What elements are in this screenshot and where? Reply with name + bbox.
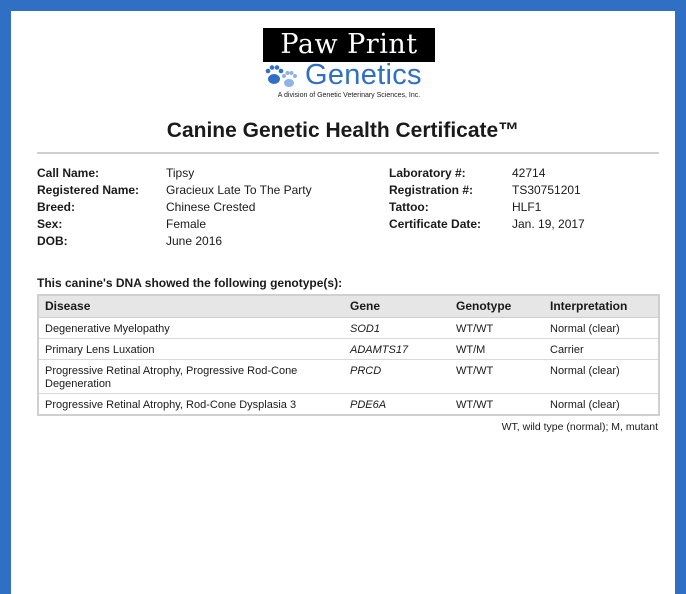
- dog-info: [37, 165, 312, 250]
- interpretation-cell: Carrier: [550, 344, 584, 356]
- tattoo-value: HLF1: [512, 200, 542, 214]
- column-header-disease: Disease: [45, 299, 91, 313]
- call-name-label: Call Name:: [37, 166, 100, 180]
- registered-name-value: Gracieux Late To The Party: [166, 183, 312, 197]
- genotype-cell: WT/WT: [456, 399, 494, 411]
- table-row: [39, 360, 658, 394]
- certificate-date-row: [389, 216, 585, 233]
- registration-row: [389, 182, 585, 199]
- gene-cell: PRCD: [350, 365, 382, 377]
- dob-label: DOB:: [37, 234, 68, 248]
- sex-label: Sex:: [37, 217, 63, 231]
- gene-cell: ADAMTS17: [350, 344, 409, 356]
- logo-subtitle: A division of Genetic Veterinary Sciences, Inc.: [277, 92, 421, 99]
- disease-cell: Primary Lens Luxation: [45, 344, 155, 356]
- interpretation-cell: Normal (clear): [550, 365, 620, 377]
- dob-value: June 2016: [166, 234, 223, 248]
- table-header: [39, 296, 658, 318]
- paw-prints-icon: [263, 62, 301, 89]
- logo-wordmark-genetics: Genetics: [305, 59, 422, 91]
- genotype-table: [37, 294, 660, 416]
- laboratory-label: Laboratory #:: [389, 166, 466, 180]
- column-header-genotype: Genotype: [456, 299, 512, 313]
- laboratory-value: 42714: [512, 166, 546, 180]
- logo-wordmark-top: Paw Print: [263, 28, 435, 62]
- disease-cell: Progressive Retinal Atrophy, Progressive Rod-Cone Degeneration: [45, 365, 298, 390]
- disease-cell: Degenerative Myelopathy: [45, 323, 170, 335]
- breed-value: Chinese Crested: [166, 200, 256, 214]
- tattoo-row: [389, 199, 585, 216]
- registered-name-label: Registered Name:: [37, 183, 140, 197]
- table-row: [39, 394, 658, 414]
- registration-label: Registration #:: [389, 183, 474, 197]
- genotype-footnote: WT, wild type (normal); M, mutant: [501, 421, 658, 433]
- interpretation-cell: Normal (clear): [550, 323, 620, 335]
- lab-info: [389, 165, 585, 233]
- registration-value: TS30751201: [512, 183, 581, 197]
- sex-value: Female: [166, 217, 207, 231]
- sex-row: [37, 216, 312, 233]
- genotype-cell: WT/M: [456, 344, 486, 356]
- column-header-gene: Gene: [350, 299, 381, 313]
- certificate-date-label: Certificate Date:: [389, 217, 482, 231]
- interpretation-cell: Normal (clear): [550, 399, 620, 411]
- genotype-cell: WT/WT: [456, 323, 494, 335]
- disease-cell: Progressive Retinal Atrophy, Rod-Cone Dysplasia 3: [45, 399, 297, 411]
- column-header-interpretation: Interpretation: [550, 299, 628, 313]
- genotype-cell: WT/WT: [456, 365, 494, 377]
- gene-cell: PDE6A: [350, 399, 387, 411]
- call-name-value: Tipsy: [166, 166, 195, 180]
- table-row: [39, 318, 658, 339]
- certificate-title: Canine Genetic Health Certificate™: [166, 119, 520, 142]
- breed-row: [37, 199, 312, 216]
- certificate-date-value: Jan. 19, 2017: [512, 217, 585, 231]
- dob-row: [37, 233, 312, 250]
- title-divider: [37, 152, 659, 154]
- tattoo-label: Tattoo:: [389, 200, 429, 214]
- registered-name-row: [37, 182, 312, 199]
- table-row: [39, 339, 658, 360]
- paw-print-genetics-logo: [263, 28, 438, 106]
- call-name-row: [37, 165, 312, 182]
- results-heading: This canine's DNA showed the following genotype(s):: [37, 276, 343, 290]
- laboratory-row: [389, 165, 585, 182]
- gene-cell: SOD1: [350, 323, 380, 335]
- certificate-page: [11, 11, 675, 594]
- breed-label: Breed:: [37, 200, 76, 214]
